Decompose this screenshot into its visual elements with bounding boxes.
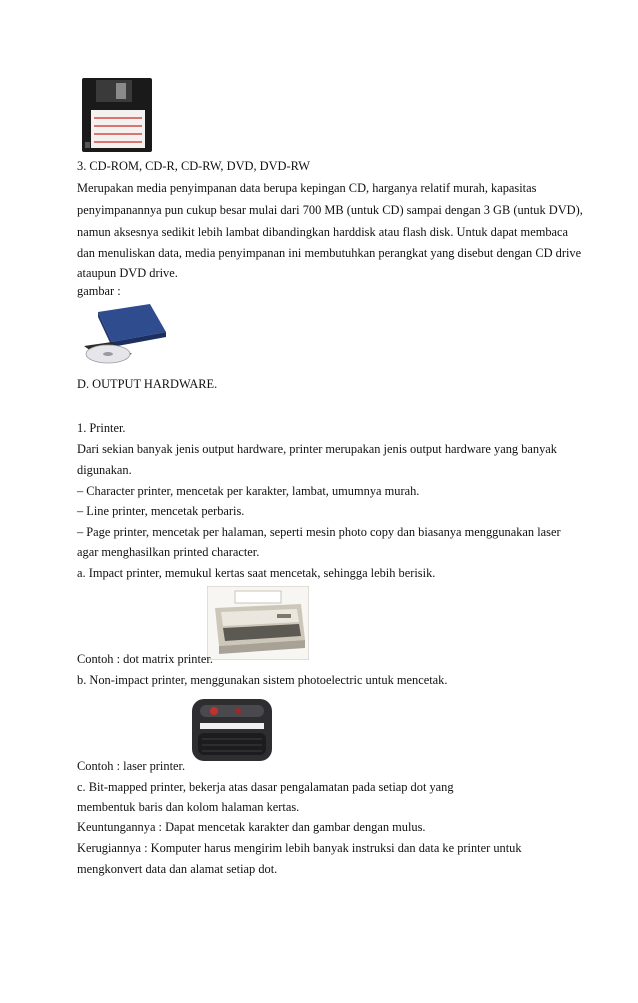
cdrom-heading: 3. CD-ROM, CD-R, CD-RW, DVD, DVD-RW [77,159,310,173]
cons-line-1: Kerugiannya : Komputer harus mengirim lebih banyak instruksi dan data ke printer untuk [77,841,522,855]
printer-type-character: – Character printer, mencetak per karakter, lambat, umumnya murah. [77,484,420,498]
non-impact-printer-text: b. Non-impact printer, menggunakan sistem photoelectric untuk mencetak. [77,673,448,687]
dot-matrix-printer-image [207,586,309,660]
printer-intro-line-2: digunakan. [77,463,132,477]
cdrom-desc-line-4: dan menuliskan data, media penyimpanan ini membutuhkan perangkat yang disebut dengan CD drive [77,246,582,260]
printer-type-page-cont: agar menghasilkan printed character. [77,545,260,559]
output-section-title: D. OUTPUT HARDWARE. [77,377,218,391]
cdrom-desc-line-5: ataupun DVD drive. [77,266,178,280]
printer-type-page: – Page printer, mencetak per halaman, seperti mesin photo copy dan biasanya menggunakan laser [77,525,561,539]
laser-printer-image [188,695,276,765]
cdrom-desc-line-2: penyimpanannya pun cukup besar mulai dari 700 MB (untuk CD) sampai dengan 3 GB (untuk DVD), [77,203,583,217]
gambar-label: gambar : [77,284,121,298]
cons-line-2: mengkonvert data dan alamat setiap dot. [77,862,278,876]
cd-drive-image [80,302,168,370]
bitmapped-line-2: membentuk baris dan kolom halaman kertas. [77,800,300,814]
floppy-disk-image [82,78,152,152]
laser-caption: Contoh : laser printer. [77,759,186,773]
impact-printer-text: a. Impact printer, memukul kertas saat mencetak, sehingga lebih berisik. [77,566,436,580]
cdrom-desc-line-1: Merupakan media penyimpanan data berupa kepingan CD, harganya relatif murah, kapasitas [77,181,537,195]
cdrom-desc-line-3: namun aksesnya sedikit lebih lambat dibandingkan harddisk atau flash disk. Untuk dapat membaca [77,225,569,239]
printer-intro-line-1: Dari sekian banyak jenis output hardware, printer merupakan jenis output hardware yang banyak [77,442,557,456]
printer-type-line: – Line printer, mencetak perbaris. [77,504,245,518]
printer-heading: 1. Printer. [77,421,126,435]
bitmapped-line-1: c. Bit-mapped printer, bekerja atas dasar pengalamatan pada setiap dot yang [77,780,454,794]
pros-text: Keuntungannya : Dapat mencetak karakter dan gambar dengan mulus. [77,820,426,834]
dot-matrix-caption: Contoh : dot matrix printer. [77,652,213,666]
